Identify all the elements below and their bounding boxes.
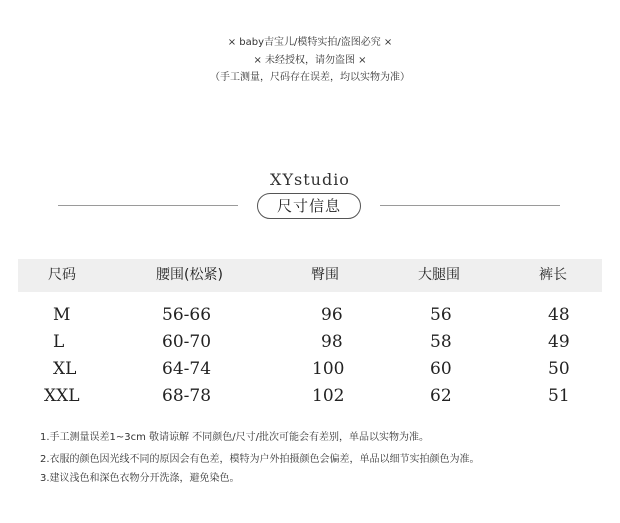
cell-waist: 64-74	[162, 359, 212, 379]
table-header-row	[18, 259, 602, 292]
table-row	[18, 356, 602, 383]
table-row	[18, 383, 602, 410]
cell-size: XXL	[44, 386, 80, 406]
cell-thigh: 56	[430, 305, 452, 325]
cell-size: XL	[53, 359, 77, 379]
header-waist: 腰围(松紧)	[156, 267, 223, 283]
title-divider-left	[58, 205, 238, 206]
cell-waist: 56-66	[162, 305, 212, 325]
cell-length: 48	[548, 305, 570, 325]
brand-name: XYstudio	[270, 170, 350, 189]
authorization-notice: × 未经授权，请勿盗图 ×	[253, 55, 367, 66]
cell-hip: 96	[321, 305, 343, 325]
note-measurement: 1.手工测量误差1~3cm 敬请谅解 不同颜色/尺寸/批次可能会有差别，单品以实物为准。	[40, 432, 429, 443]
table-row	[18, 302, 602, 329]
title-divider-right	[380, 205, 560, 206]
cell-hip: 98	[321, 332, 343, 352]
cell-length: 49	[548, 332, 570, 352]
cell-length: 50	[548, 359, 570, 379]
size-table	[18, 259, 602, 410]
table-row	[18, 329, 602, 356]
header-hip: 臀围	[311, 267, 339, 283]
note-color: 2.衣服的颜色因光线不同的原因会有色差，模特为户外拍摄颜色会偏差，单品以细节实拍颜色为准。	[40, 454, 480, 465]
section-title: 尺寸信息	[257, 193, 361, 219]
cell-hip: 102	[312, 386, 345, 406]
cell-thigh: 58	[430, 332, 452, 352]
cell-size: M	[53, 305, 71, 325]
table-body	[18, 292, 602, 410]
cell-length: 51	[548, 386, 570, 406]
header-size: 尺码	[48, 267, 76, 283]
cell-hip: 100	[312, 359, 345, 379]
cell-size: L	[53, 332, 65, 352]
header-thigh: 大腿围	[418, 267, 460, 283]
cell-waist: 60-70	[162, 332, 212, 352]
measurement-disclaimer: （手工测量，尺码存在误差，均以实物为准）	[210, 72, 410, 83]
cell-waist: 68-78	[162, 386, 212, 406]
header-length: 裤长	[539, 267, 567, 283]
cell-thigh: 62	[430, 386, 452, 406]
copyright-notice: × baby吉宝儿/模特实拍/盗图必究 ×	[227, 37, 393, 48]
cell-thigh: 60	[430, 359, 452, 379]
note-washing: 3.建议浅色和深色衣物分开洗涤，避免染色。	[40, 473, 240, 484]
